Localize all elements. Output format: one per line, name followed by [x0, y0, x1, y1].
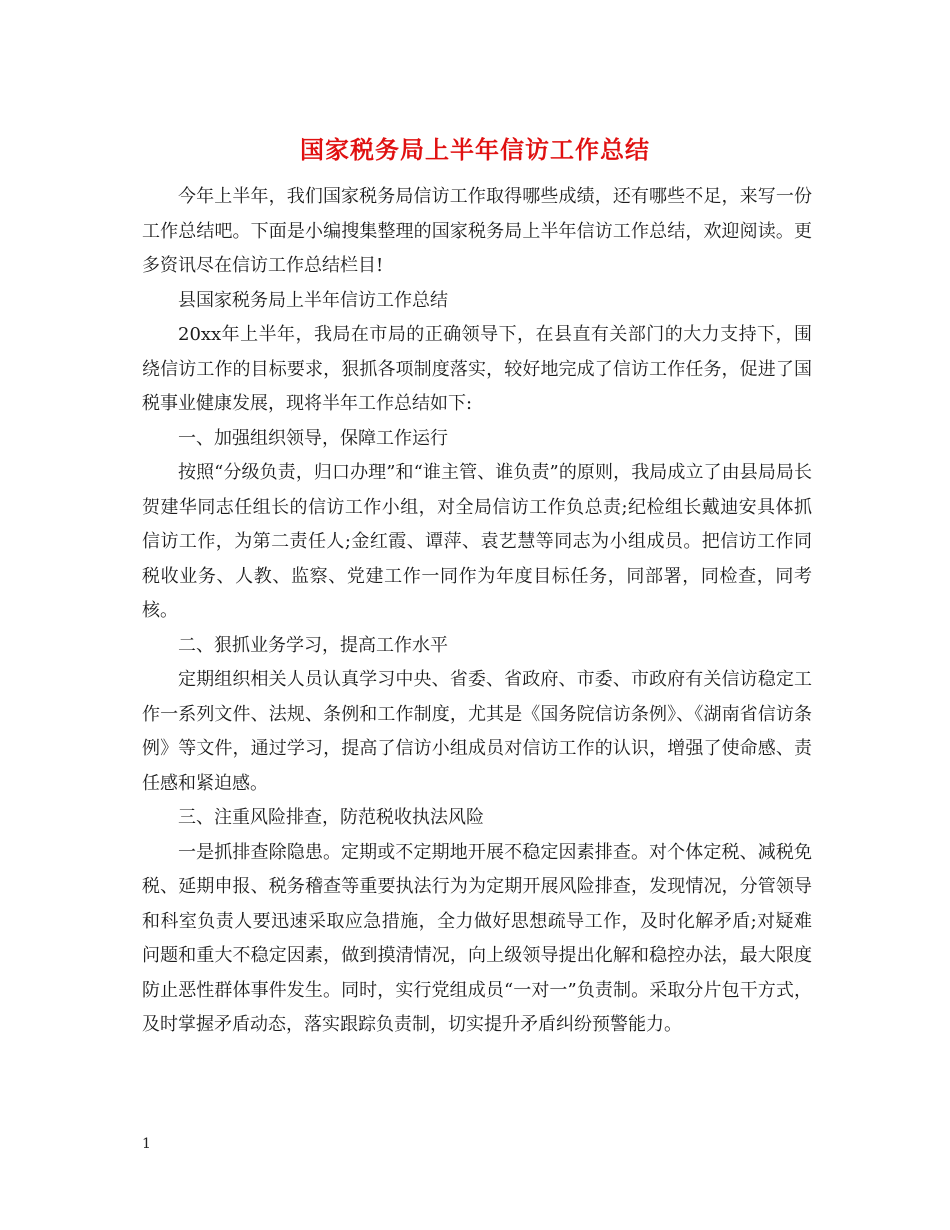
paragraph-subtitle: 县国家税务局上半年信访工作总结	[178, 289, 448, 311]
paragraph-intro: 今年上半年，我们国家税务局信访工作取得哪些成绩，还有哪些不足，来写一份工作总结吧。下面是小编搜集整理的国家税务局上半年信访工作总结，欢迎阅读。更多资讯尽在信访工作总结栏目!	[142, 186, 812, 276]
section-heading-2: 二、狠抓业务学习，提高工作水平	[178, 634, 448, 656]
paragraph-section-1: 按照“分级负责，归口办理”和“谁主管、谁负责”的原则，我局成立了由县局局长贺建华同志任组长的信访工作小组，对全局信访工作负总责;纪检组长戴迪安具体抓信访工作，为第二责任人;金红霞、谭萍、袁艺慧等同志为小组成员。把信访工作同税收业务、人教、监察、党建工作一同作为年度目标任务，同部署，同检查，同考核。	[142, 462, 812, 621]
paragraph-section-2: 定期组织相关人员认真学习中央、省委、省政府、市委、市政府有关信访稳定工作一系列文件、法规、条例和工作制度，尤其是《国务院信访条例》、《湖南省信访条例》等文件，通过学习，提高了信访小组成员对信访工作的认识，增强了使命感、责任感和紧迫感。	[142, 669, 812, 794]
paragraph-overview: 20xx年上半年，我局在市局的正确领导下，在县直有关部门的大力支持下，围绕信访工作的目标要求，狠抓各项制度落实，较好地完成了信访工作任务，促进了国税事业健康发展，现将半年工作总结如下:	[142, 324, 812, 414]
document-title: 国家税务局上半年信访工作总结	[300, 136, 650, 164]
page-number: 1	[142, 1136, 151, 1152]
document-body	[142, 180, 812, 1043]
section-heading-1: 一、加强组织领导，保障工作运行	[178, 427, 448, 449]
section-heading-3: 三、注重风险排查，防范税收执法风险	[178, 807, 484, 828]
paragraph-section-3: 一是抓排查除隐患。定期或不定期地开展不稳定因素排查。对个体定税、减税免税、延期申报、税务稽查等重要执法行为为定期开展风险排查，发现情况，分管领导和科室负责人要迅速采取应急措施，全力做好思想疏导工作，及时化解矛盾;对疑难问题和重大不稳定因素，做到摸清情况，向上级领导提出化解和稳控办法，最大限度防止恶性群体事件发生。同时，实行党组成员“一对一”负责制。采取分片包干方式，及时掌握矛盾动态，落实跟踪负责制，切实提升矛盾纠纷预警能力。	[142, 841, 812, 1035]
